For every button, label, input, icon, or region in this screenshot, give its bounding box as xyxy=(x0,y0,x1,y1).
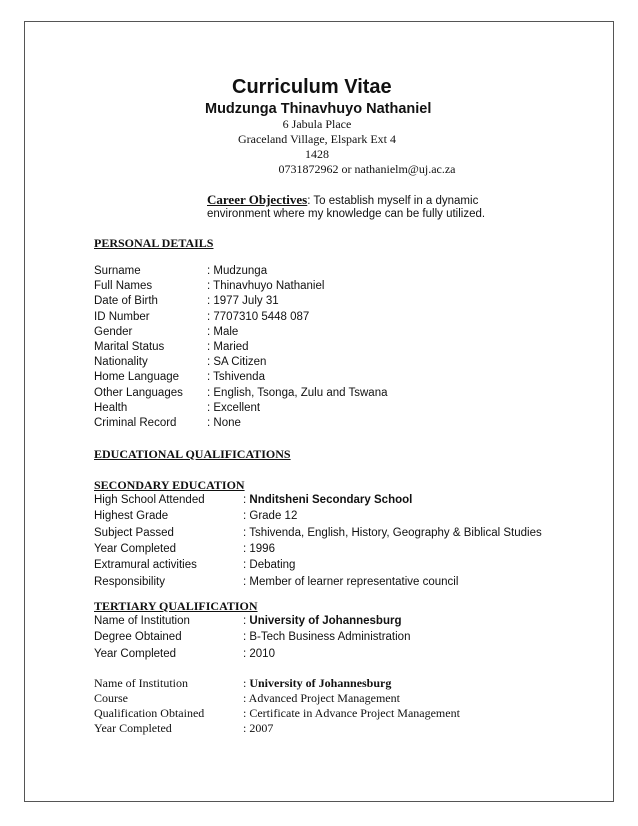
education-label: Course xyxy=(94,691,128,705)
education-value-colon: : xyxy=(243,631,250,644)
education-value-text: Tshivenda, English, History, Geography & Biblical Studies xyxy=(249,526,542,539)
personal-detail-value: : Maried xyxy=(207,341,249,353)
education-value-text: 2010 xyxy=(249,647,275,660)
education-value xyxy=(243,559,295,571)
personal-detail-label: Criminal Record xyxy=(94,417,177,429)
education-label: Degree Obtained xyxy=(94,631,182,644)
address-line-3: 1428 xyxy=(305,147,329,161)
personal-detail-value: : Thinavhuyo Nathaniel xyxy=(207,280,325,293)
education-value-text: B-Tech Business Administration xyxy=(249,631,411,644)
personal-detail-label: Nationality xyxy=(94,356,148,369)
education-value xyxy=(243,631,410,643)
education-value-text: Debating xyxy=(249,559,296,572)
education-value-colon: : xyxy=(243,559,250,572)
education-value-colon: : xyxy=(243,526,250,539)
education-value-colon: : xyxy=(243,691,249,705)
education-value-text: University of Johannesburg xyxy=(249,676,392,690)
personal-detail-label: Full Names xyxy=(94,280,153,293)
address-line-2: Graceland Village, Elspark Ext 4 xyxy=(237,132,396,146)
personal-detail-label: Gender xyxy=(94,325,133,338)
career-objectives-text-2: environment where my knowledge can be fully utilized. xyxy=(207,208,486,220)
personal-detail-label: Date of Birth xyxy=(94,295,158,308)
education-value-colon: : xyxy=(243,647,250,660)
education-value xyxy=(243,510,297,522)
personal-detail-value: : Tshivenda xyxy=(207,371,265,384)
personal-detail-value: : 1977 July 31 xyxy=(207,295,279,308)
education-value-text: Certificate in Advance Project Management xyxy=(249,706,460,720)
personal-detail-value: : Mudzunga xyxy=(207,265,268,277)
education-value-colon: : xyxy=(243,542,250,555)
personal-detail-value: : None xyxy=(207,417,241,429)
career-objectives-label: Career Objectives xyxy=(207,192,308,207)
education-label: Name of Institution xyxy=(94,615,190,627)
document-title: Curriculum Vitae xyxy=(232,76,392,98)
education-value-text: Advanced Project Management xyxy=(248,691,400,705)
education-value-text: 1996 xyxy=(249,542,275,555)
personal-detail-label: Marital Status xyxy=(94,341,165,353)
education-value xyxy=(243,615,401,627)
education-value-text: 2007 xyxy=(249,721,274,735)
personal-details-heading: PERSONAL DETAILS xyxy=(94,236,214,250)
education-value-colon: : xyxy=(243,676,250,690)
education-value-text: University of Johannesburg xyxy=(249,615,402,627)
education-value xyxy=(243,721,273,736)
education-label: Responsibility xyxy=(94,575,165,588)
education-label: Highest Grade xyxy=(94,510,169,523)
candidate-name: Mudzunga Thinavhuyo Nathaniel xyxy=(205,101,432,117)
personal-detail-label: Health xyxy=(94,401,128,414)
contact-line: 0731872962 or nathanielm@uj.ac.za xyxy=(278,162,456,176)
personal-detail-value: : English, Tsonga, Zulu and Tswana xyxy=(207,386,388,399)
education-value xyxy=(243,676,391,691)
education-value xyxy=(243,648,275,660)
education-label: Year Completed xyxy=(94,647,177,660)
personal-detail-value: : Excellent xyxy=(207,401,261,414)
educational-qualifications-heading: EDUCATIONAL QUALIFICATIONS xyxy=(94,447,291,461)
education-label: Qualification Obtained xyxy=(94,706,205,720)
education-label: High School Attended xyxy=(94,494,205,506)
career-objectives xyxy=(207,192,478,208)
education-value-colon: : xyxy=(243,510,250,523)
education-value xyxy=(243,576,458,588)
education-value xyxy=(243,543,275,555)
education-value-colon: : xyxy=(243,575,250,588)
personal-detail-label: ID Number xyxy=(94,310,150,323)
personal-detail-label: Home Language xyxy=(94,371,180,384)
education-value xyxy=(243,494,412,506)
education-value-colon: : xyxy=(243,494,250,506)
education-value-colon: : xyxy=(243,706,250,720)
education-value xyxy=(243,706,460,721)
education-value-colon: : xyxy=(243,615,250,627)
personal-detail-label: Other Languages xyxy=(94,386,183,399)
education-label: Extramural activities xyxy=(94,559,197,572)
secondary-education-heading: SECONDARY EDUCATION xyxy=(94,478,245,492)
personal-detail-label: Surname xyxy=(94,265,141,277)
personal-detail-value: : SA Citizen xyxy=(207,356,267,369)
personal-detail-value: : Male xyxy=(207,325,239,338)
education-label: Name of Institution xyxy=(94,676,188,690)
education-value xyxy=(243,691,400,706)
tertiary-qualification-heading: TERTIARY QUALIFICATION xyxy=(94,599,258,613)
education-label: Year Completed xyxy=(94,721,172,735)
education-label: Subject Passed xyxy=(94,526,174,539)
education-value xyxy=(243,527,542,539)
education-value-text: Grade 12 xyxy=(249,510,298,523)
address-line-1: 6 Jabula Place xyxy=(282,117,352,131)
education-value-text: Member of learner representative council xyxy=(249,575,459,588)
personal-detail-value: : 7707310 5448 087 xyxy=(207,310,310,323)
career-objectives-text-1: : To establish myself in a dynamic xyxy=(307,195,479,207)
education-value-colon: : xyxy=(243,721,250,735)
education-label: Year Completed xyxy=(94,542,177,555)
education-value-text: Nnditsheni Secondary School xyxy=(249,494,413,506)
